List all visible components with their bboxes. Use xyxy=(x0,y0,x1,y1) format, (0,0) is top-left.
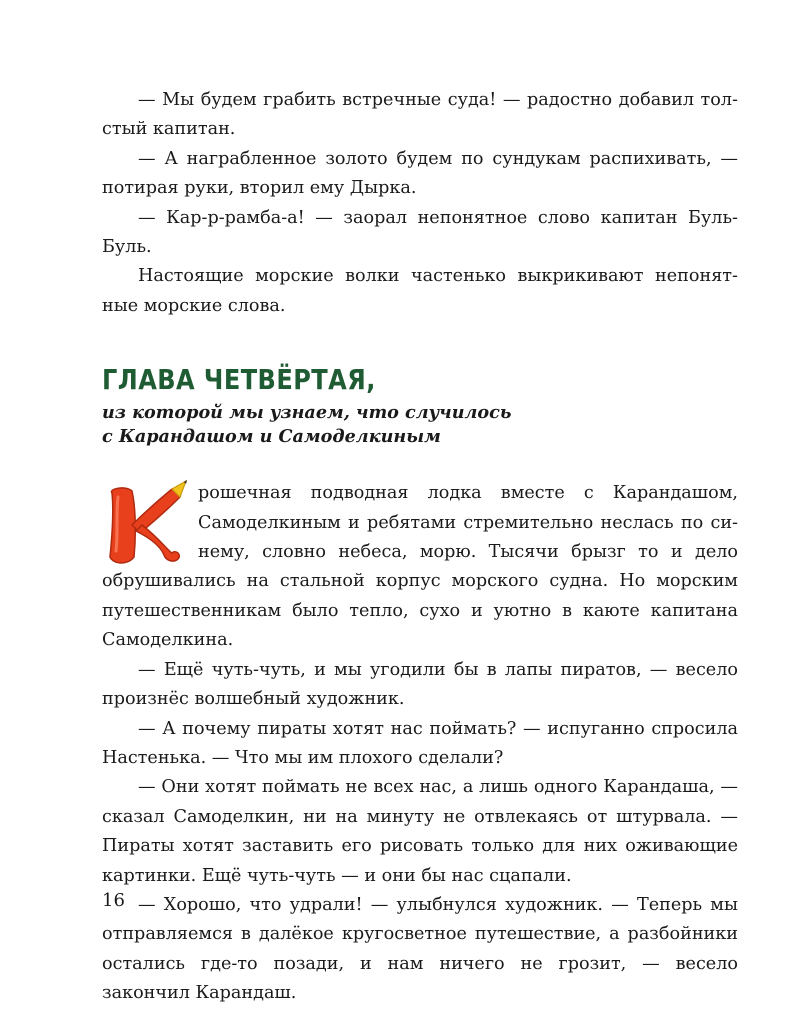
chapter-body xyxy=(102,479,738,1008)
paragraph-with-dropcap xyxy=(102,479,738,655)
chapter-title: ГЛАВА ЧЕТВЁРТАЯ, xyxy=(102,363,376,397)
page-content xyxy=(102,86,738,1009)
chapter-subtitle-line2: с Карандашом и Самоделкиным xyxy=(102,426,441,448)
paragraph: — Мы будем грабить встречные суда! — радостно добавил толстый капитан. xyxy=(102,90,738,140)
chapter-heading xyxy=(102,363,738,449)
chapter-subtitle-line1: из которой мы узнаем, что случилось xyxy=(102,402,512,424)
dropcap-paragraph-text: рошечная подводная лодка вместе с Карандашом, Самоделкиным и ребятами стремительно неслась по синему, словно небеса, морю. Тысячи брызг то и дело обрушивались на стальной корпус морского судна. Но морским путешественникам было тепло, сухо и уютно в каюте капитана Самоделкина. xyxy=(102,483,738,651)
page-number: 16 xyxy=(102,890,125,911)
paragraph: — Кар-р-рамба-а! — заорал непонятное слово капитан Буль-Буль. xyxy=(102,207,738,258)
paragraph: — А почему пираты хотят нас поймать? — испуганно спросила Настенька. — Что мы им плохого сделали? xyxy=(102,718,738,768)
top-text-block xyxy=(102,86,738,321)
paragraph: Настоящие морские волки частенько выкрикивают непонятные морские слова. xyxy=(102,266,738,316)
paragraph: — А награбленное золото будем по сундукам распихивать, — потирая руки, вторил ему Дырка. xyxy=(102,148,738,199)
paragraph: — Они хотят поймать не всех нас, а лишь одного Карандаша, — сказал Самоделкин, ни на минуту не отвлекаясь от штурвала. — Пираты хотят заставить его рисовать только для них оживающие картинки. Ещё чуть-чуть — и они бы нас сцапали. xyxy=(102,777,738,886)
paragraph: — Хорошо, что удрали! — улыбнулся художник. — Теперь мы отправляемся в далёкое кругосветное путешествие, а разбойники остались где-то позади, и нам ничего не грозит, — весело закончил Карандаш. xyxy=(102,894,738,1004)
dropcap-letter-k-icon xyxy=(102,479,190,567)
paragraph: — Ещё чуть-чуть, и мы угодили бы в лапы пиратов, — весело произнёс волшебный художник. xyxy=(102,659,738,710)
